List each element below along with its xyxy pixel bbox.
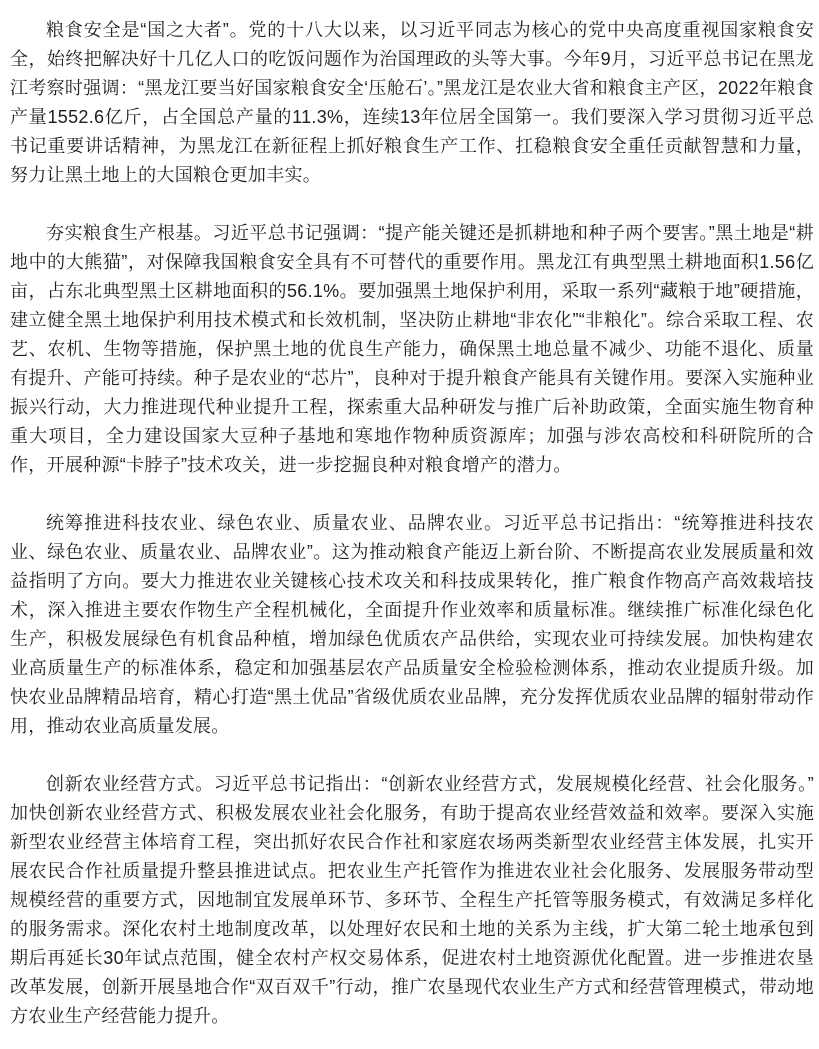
- article-body: [10, 16, 814, 1031]
- paragraph-food-security-overview: 粮食安全是“国之大者”。党的十八大以来，以习近平同志为核心的党中央高度重视国家粮食安全，始终把解决好十几亿人口的吃饭问题作为治国理政的头等大事。今年9月，习近平总书记在黑龙江考察时强调：“黑龙江要当好国家粮食安全‘压舱石’。”黑龙江是农业大省和粮食主产区，2022年粮食产量1552.6亿斤，占全国总产量的11.3%，连续13年位居全国第一。我们要深入学习贯彻习近平总书记重要讲话精神，为黑龙江在新征程上抓好粮食生产工作、扛稳粮食安全重任贡献智慧和力量，努力让黑土地上的大国粮仓更加丰实。: [10, 20, 814, 185]
- paragraph-agriculture-coordinated-development: 统筹推进科技农业、绿色农业、质量农业、品牌农业。习近平总书记指出：“统筹推进科技农业、绿色农业、质量农业、品牌农业”。这为推动粮食产能迈上新台阶、不断提高农业发展质量和效益指明了方向。要大力推进农业关键核心技术攻关和科技成果转化，推广粮食作物高产高效栽培技术，深入推进主要农作物生产全程机械化，全面提升作业效率和质量标准。继续推广标准化绿色化生产，积极发展绿色有机食品种植，增加绿色优质农产品供给，实现农业可持续发展。加快构建农业高质量生产的标准体系，稳定和加强基层农产品质量安全检验检测体系，推动农业提质升级。加快农业品牌精品培育，精心打造“黑土优品”省级优质农业品牌，充分发挥优质农业品牌的辐射带动作用，推动农业高质量发展。: [10, 513, 814, 736]
- paragraph-agriculture-business-innovation: 创新农业经营方式。习近平总书记指出：“创新农业经营方式，发展规模化经营、社会化服务。”加快创新农业经营方式、积极发展农业社会化服务，有助于提高农业经营效益和效率。要深入实施新型农业经营主体培育工程，突出抓好农民合作社和家庭农场两类新型农业经营主体发展，扎实开展农民合作社质量提升整县推进试点。把农业生产托管作为推进农业社会化服务、发展服务带动型规模经营的重要方式，因地制宜发展单环节、多环节、全程生产托管等服务模式，有效满足多样化的服务需求。深化农村土地制度改革，以处理好农民和土地的关系为主线，扩大第二轮土地承包到期后再延长30年试点范围，健全农村产权交易体系，促进农村土地资源优化配置。进一步推进农垦改革发展，创新开展垦地合作“双百双千”行动，推广农垦现代农业生产方式和经营管理模式，带动地方农业生产经营能力提升。: [10, 774, 814, 1026]
- paragraph-grain-production-foundation: 夯实粮食生产根基。习近平总书记强调：“提产能关键还是抓耕地和种子两个要害。”黑土地是“耕地中的大熊猫”，对保障我国粮食安全具有不可替代的重要作用。黑龙江有典型黑土耕地面积1.56亿亩，占东北典型黑土区耕地面积的56.1%。要加强黑土地保护利用，采取一系列“藏粮于地”硬措施，建立健全黑土地保护利用技术模式和长效机制，坚决防止耕地“非农化”“非粮化”。综合采取工程、农艺、农机、生物等措施，保护黑土地的优良生产能力，确保黑土地总量不减少、功能不退化、质量有提升、产能可持续。种子是农业的“芯片”，良种对于提升粮食产能具有关键作用。要深入实施种业振兴行动，大力推进现代种业提升工程，探索重大品种研发与推广后补助政策，全面实施生物育种重大项目，全力建设国家大豆种子基地和寒地作物种质资源库；加强与涉农高校和科研院所的合作，开展种源“卡脖子”技术攻关，进一步挖掘良种对粮食增产的潜力。: [10, 223, 814, 475]
